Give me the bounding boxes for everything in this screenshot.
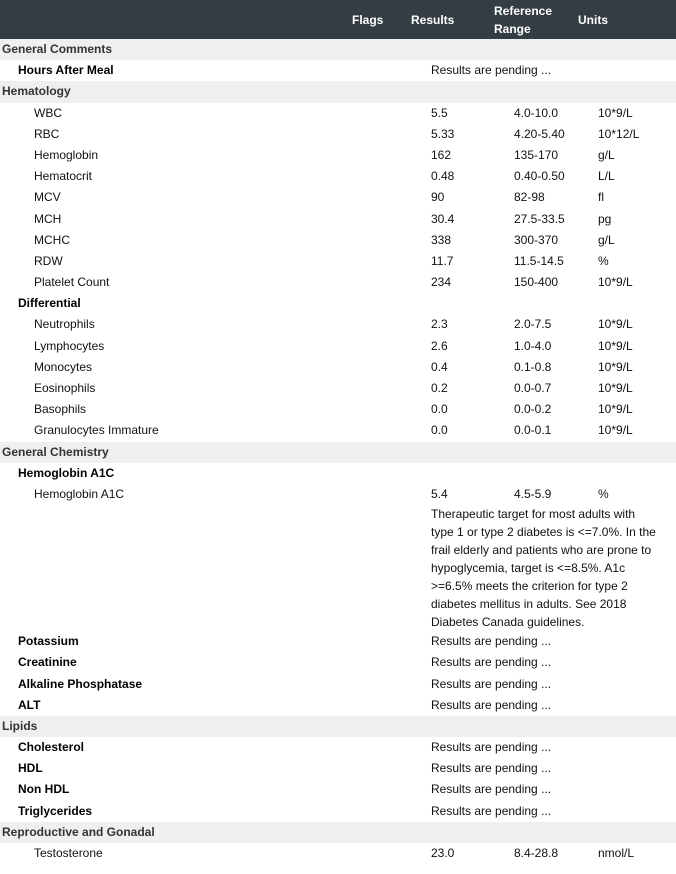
test-name: Monocytes xyxy=(34,359,93,374)
test-result: 2.3 xyxy=(431,317,448,332)
section-header: Reproductive and Gonadal xyxy=(0,822,676,843)
reference-range: 2.0-7.5 xyxy=(514,317,552,332)
test-name: Hematocrit xyxy=(34,169,93,184)
test-name: Hours After Meal xyxy=(18,63,114,78)
test-name: Potassium xyxy=(18,634,79,649)
table-row[interactable] xyxy=(0,843,676,864)
table-row[interactable] xyxy=(0,336,676,357)
header-reference-range[interactable]: Reference Range xyxy=(494,3,553,36)
test-name: Platelet Count xyxy=(34,275,110,290)
test-name: Differential xyxy=(18,296,81,311)
test-result: Results are pending ... xyxy=(431,761,552,776)
test-units: fl xyxy=(598,190,604,205)
table-row[interactable] xyxy=(0,209,676,230)
test-units: % xyxy=(598,486,609,501)
section-header: General Chemistry xyxy=(0,442,676,463)
reference-range: 0.1-0.8 xyxy=(514,359,552,374)
table-row[interactable] xyxy=(0,484,676,505)
test-units: 10*9/L xyxy=(598,105,633,120)
test-result: 90 xyxy=(431,190,445,205)
test-name: Eosinophils xyxy=(34,381,96,395)
test-name: Hemoglobin xyxy=(34,147,99,162)
table-row[interactable] xyxy=(0,230,676,251)
header-units[interactable]: Units xyxy=(578,12,608,27)
test-result: 0.0 xyxy=(431,402,448,417)
test-units: L/L xyxy=(598,169,615,184)
reference-range: 0.40-0.50 xyxy=(514,169,565,184)
test-result: 11.7 xyxy=(431,253,454,268)
test-units: nmol/L xyxy=(598,846,635,860)
test-result: 5.33 xyxy=(431,126,455,141)
reference-range: 11.5-14.5 xyxy=(514,253,564,268)
test-result: Results are pending ... xyxy=(431,697,552,712)
reference-range: 0.0-0.7 xyxy=(514,381,552,395)
test-result: Results are pending ... xyxy=(431,782,552,797)
test-units: 10*9/L xyxy=(598,317,633,332)
table-row[interactable] xyxy=(0,272,676,293)
test-group-row[interactable] xyxy=(0,652,676,673)
test-result: Results are pending ... xyxy=(431,63,552,78)
test-name: Cholesterol xyxy=(18,740,85,755)
table-row[interactable] xyxy=(0,399,676,420)
test-result: 30.4 xyxy=(431,211,455,226)
table-row[interactable] xyxy=(0,357,676,378)
test-units: pg xyxy=(598,211,612,226)
table-body xyxy=(0,39,676,864)
test-name: MCHC xyxy=(34,232,70,247)
test-name: MCV xyxy=(34,190,61,205)
test-units: 10*9/L xyxy=(598,381,633,395)
test-units: 10*12/L xyxy=(598,126,640,141)
table-header xyxy=(0,0,676,39)
table-row[interactable] xyxy=(0,187,676,208)
test-name: RBC xyxy=(34,126,60,141)
section-header: Lipids xyxy=(0,716,676,737)
test-name: MCH xyxy=(34,211,62,226)
test-group-row[interactable] xyxy=(0,695,676,716)
table-row[interactable] xyxy=(0,166,676,187)
header-flags[interactable]: Flags xyxy=(352,12,384,27)
test-group-row[interactable] xyxy=(0,801,676,822)
reference-range: 4.20-5.40 xyxy=(514,126,565,141)
test-units: 10*9/L xyxy=(598,359,633,374)
table-row[interactable] xyxy=(0,124,676,145)
result-comment: Therapeutic target for most adults with type 1 or type 2 diabetes is <=7.0%. In the frail elderly and patients who are prone to hypoglycemia, target is <=8.5%. A1c >=6.5% meets the criterion for type 2 diabetes mellitus in adults. See 2018 Diabetes Canada guidelines. xyxy=(431,507,656,630)
test-result: Results are pending ... xyxy=(431,740,552,755)
test-result: 5.5 xyxy=(431,105,448,120)
test-units: g/L xyxy=(598,147,615,162)
test-result: 0.0 xyxy=(431,423,448,438)
test-group-row[interactable] xyxy=(0,737,676,758)
test-result: Results are pending ... xyxy=(431,655,552,670)
test-name: Basophils xyxy=(34,402,87,417)
test-name: Hemoglobin A1C xyxy=(34,486,125,501)
test-result: Results are pending ... xyxy=(431,676,552,691)
reference-range: 4.5-5.9 xyxy=(514,486,552,501)
test-name: Non HDL xyxy=(18,782,70,797)
test-name: Creatinine xyxy=(18,655,77,670)
test-result: 5.4 xyxy=(431,486,448,501)
test-group-row[interactable] xyxy=(0,758,676,779)
reference-range: 8.4-28.8 xyxy=(514,846,559,860)
test-name: Neutrophils xyxy=(34,317,95,332)
test-group-row[interactable] xyxy=(0,60,676,81)
test-result: Results are pending ... xyxy=(431,634,552,649)
reference-range: 82-98 xyxy=(514,190,545,205)
test-name: Hemoglobin A1C xyxy=(18,465,115,480)
test-name: Triglycerides xyxy=(18,803,93,818)
test-name: Lymphocytes xyxy=(34,338,105,353)
reference-range: 27.5-33.5 xyxy=(514,211,565,226)
test-units: % xyxy=(598,253,609,268)
reference-range: 300-370 xyxy=(514,232,559,247)
result-comment-row xyxy=(0,505,676,631)
test-group-row[interactable] xyxy=(0,293,676,314)
test-result: 338 xyxy=(431,232,452,247)
test-result: 234 xyxy=(431,275,452,290)
reference-range: 1.0-4.0 xyxy=(514,338,552,353)
test-result: Results are pending ... xyxy=(431,803,552,818)
test-name: Granulocytes Immature xyxy=(34,423,159,438)
test-name: RDW xyxy=(34,253,63,268)
reference-range: 4.0-10.0 xyxy=(514,105,559,120)
reference-range: 150-400 xyxy=(514,275,559,290)
test-name: ALT xyxy=(18,697,41,712)
test-units: 10*9/L xyxy=(598,423,633,438)
test-result: 0.4 xyxy=(431,359,448,374)
test-result: 23.0 xyxy=(431,846,455,860)
table-row[interactable] xyxy=(0,145,676,166)
test-name: Alkaline Phosphatase xyxy=(18,676,143,691)
test-result: 0.2 xyxy=(431,381,448,395)
test-units: 10*9/L xyxy=(598,402,633,417)
table-row[interactable] xyxy=(0,314,676,335)
table-row[interactable] xyxy=(0,103,676,124)
reference-range: 135-170 xyxy=(514,147,559,162)
section-header: General Comments xyxy=(0,39,676,60)
section-header: Hematology xyxy=(0,81,676,102)
test-group-row[interactable] xyxy=(0,674,676,695)
table-row[interactable] xyxy=(0,251,676,272)
test-name: Testosterone xyxy=(34,846,103,860)
test-units: 10*9/L xyxy=(598,275,633,290)
test-units: 10*9/L xyxy=(598,338,633,353)
test-group-row[interactable] xyxy=(0,779,676,800)
test-result: 0.48 xyxy=(431,169,455,184)
test-group-row[interactable] xyxy=(0,463,676,484)
test-result: 2.6 xyxy=(431,338,448,353)
table-row[interactable] xyxy=(0,420,676,441)
test-units: g/L xyxy=(598,232,615,247)
test-result: 162 xyxy=(431,147,452,162)
reference-range: 0.0-0.1 xyxy=(514,423,552,438)
table-row[interactable] xyxy=(0,378,676,399)
test-group-row[interactable] xyxy=(0,631,676,652)
reference-range: 0.0-0.2 xyxy=(514,402,552,417)
test-name: HDL xyxy=(18,761,43,776)
test-name: WBC xyxy=(34,105,62,120)
header-results[interactable]: Results xyxy=(411,12,455,27)
